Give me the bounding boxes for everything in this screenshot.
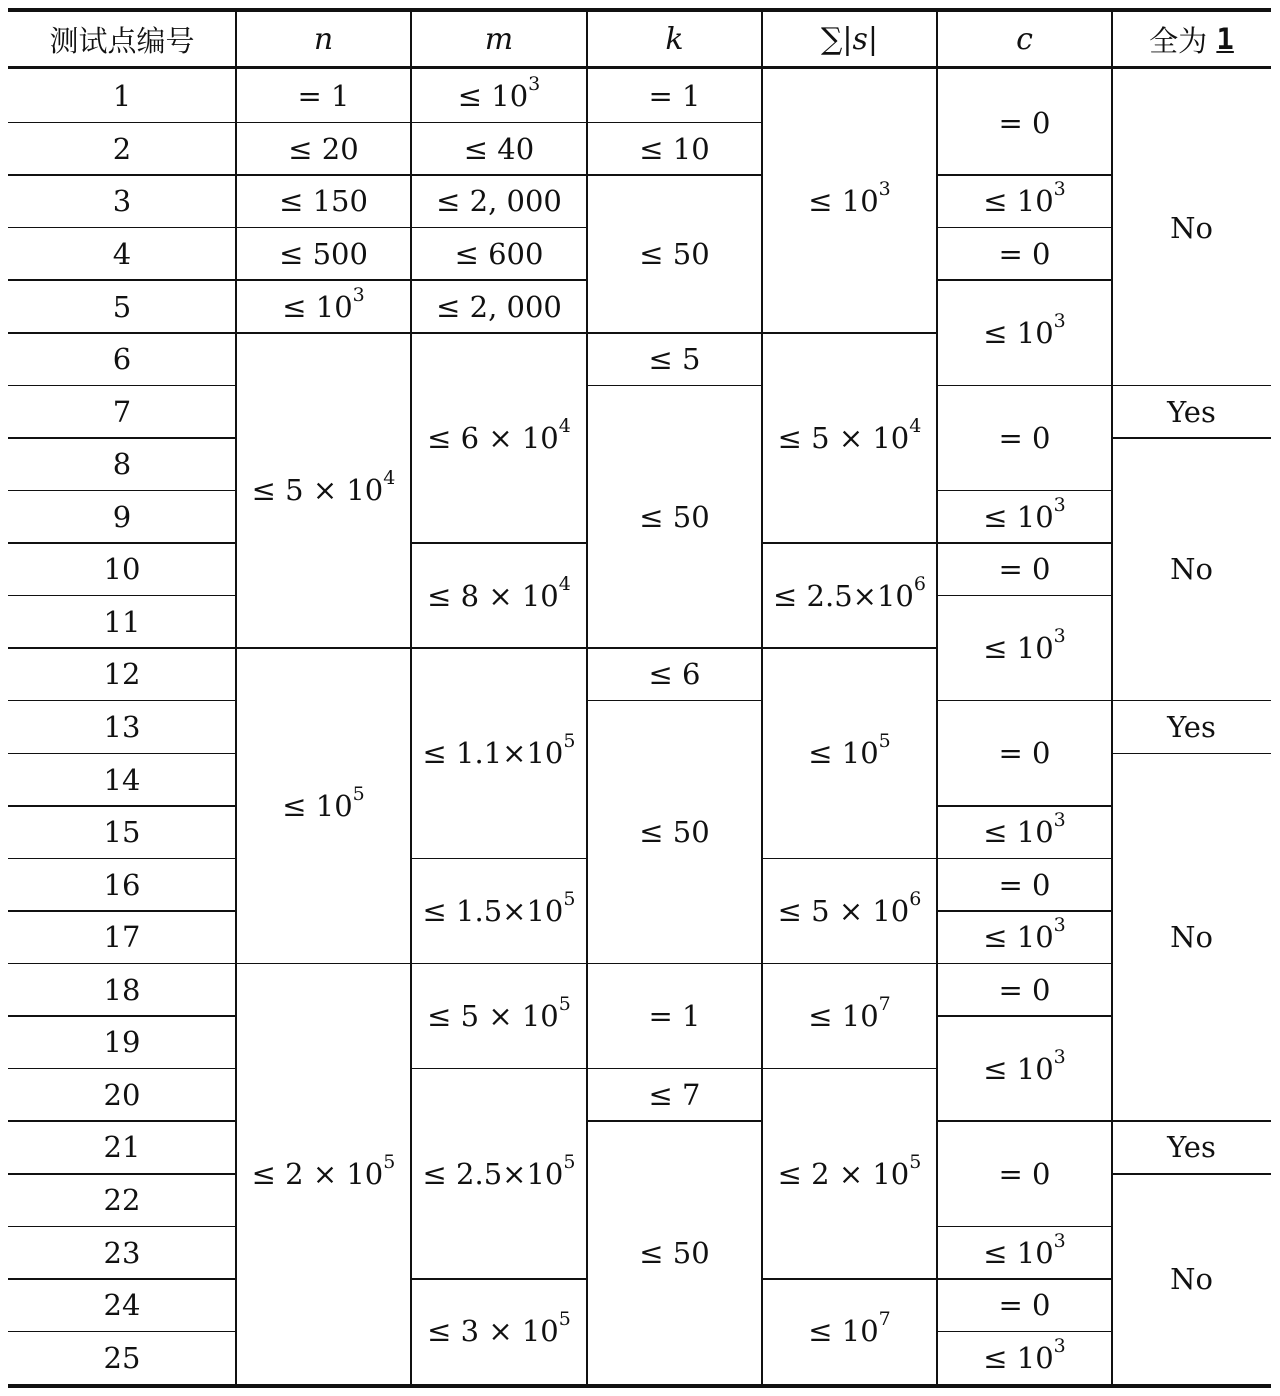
rule-line (937, 963, 1112, 965)
k-cell: ≤ 50 (639, 499, 710, 534)
header-test-id: 测试点编号 (49, 23, 195, 58)
header-one-symbol: 1 (1216, 22, 1234, 56)
test-id-cell: 16 (103, 867, 141, 902)
header-sum-s: ∑|s| (820, 21, 879, 57)
m-cell: ≤ 3 × 10 $^5$ (427, 1308, 571, 1349)
m-cell: ≤ 1.1×10 $^5$ (422, 730, 576, 771)
test-id-cell: 8 (112, 447, 132, 482)
all-one-cell: Yes (1167, 1130, 1216, 1165)
rule-line (587, 1120, 762, 1122)
rule-line (762, 332, 937, 334)
k-cell: = 1 (648, 999, 701, 1034)
test-id-cell: 3 (112, 184, 132, 219)
rule-line (236, 279, 411, 281)
rule-line (762, 542, 937, 544)
rule-line (8, 753, 236, 755)
rule-line (937, 1120, 1112, 1122)
test-id-cell: 25 (103, 1340, 141, 1375)
test-id-cell: 22 (103, 1183, 141, 1218)
test-id-cell: 19 (103, 1025, 141, 1060)
n-cell: ≤ 10 $^3$ (282, 283, 365, 324)
rule-line (8, 1226, 236, 1228)
test-id-cell: 24 (103, 1288, 141, 1323)
sum-s-cell: ≤ 5 × 10 $^6$ (777, 887, 922, 928)
rule-line (937, 1331, 1112, 1333)
rule-line (8, 1331, 236, 1333)
test-id-cell: 1 (112, 79, 132, 114)
rule-line (8, 647, 236, 649)
rule-line (8, 805, 236, 807)
rule-line (587, 122, 762, 124)
n-cell: = 1 (297, 79, 350, 114)
sum-s-cell: ≤ 5 × 10 $^4$ (777, 414, 922, 455)
rule-line (8, 227, 236, 229)
rule-line (937, 227, 1112, 229)
rule-line (411, 332, 587, 334)
m-cell: ≤ 600 (454, 236, 544, 271)
k-cell: ≤ 7 (648, 1077, 701, 1112)
n-cell: ≤ 150 (279, 184, 368, 219)
c-cell: = 0 (998, 105, 1051, 140)
rule-line (411, 1068, 587, 1070)
c-cell: ≤ 10 $^3$ (983, 493, 1066, 534)
rule-line (411, 122, 587, 124)
rule-line (1112, 437, 1271, 439)
rule-line (236, 647, 411, 649)
rule-line (8, 490, 236, 492)
rule-line (411, 858, 587, 860)
all-one-cell: No (1170, 920, 1213, 955)
test-id-cell: 9 (112, 499, 132, 534)
rule-line (587, 385, 762, 387)
rule-line (587, 1068, 762, 1070)
rule-line (8, 700, 236, 702)
k-cell: = 1 (648, 79, 701, 114)
rule-line (762, 858, 937, 860)
rule-line (8, 1173, 236, 1175)
c-cell: = 0 (998, 1156, 1051, 1191)
column-rule (235, 12, 237, 1384)
rule-line (411, 542, 587, 544)
rule-line (587, 174, 762, 176)
rule-line (411, 647, 587, 649)
rule-line (8, 437, 236, 439)
c-cell: ≤ 10 $^3$ (983, 1045, 1066, 1086)
all-one-cell: No (1170, 1261, 1213, 1296)
rule-line (236, 227, 411, 229)
rule-line (937, 805, 1112, 807)
rule-line (1112, 753, 1271, 755)
k-cell: ≤ 50 (639, 815, 710, 850)
c-cell: ≤ 10 $^3$ (983, 1229, 1066, 1270)
k-cell: ≤ 50 (639, 1235, 710, 1270)
rule-line (762, 1278, 937, 1280)
rule-line (937, 1015, 1112, 1017)
test-id-cell: 17 (103, 920, 141, 955)
all-one-cell: Yes (1167, 394, 1216, 429)
all-one-cell: No (1170, 552, 1213, 587)
test-id-cell: 7 (112, 394, 132, 429)
rule-line (8, 1120, 236, 1122)
rule-line (411, 174, 587, 176)
n-cell: ≤ 5 × 10 $^4$ (251, 467, 396, 508)
c-cell: = 0 (998, 552, 1051, 587)
c-cell: = 0 (998, 736, 1051, 771)
rule-line (1112, 385, 1271, 387)
n-cell: ≤ 10 $^5$ (282, 782, 365, 823)
test-id-cell: 23 (103, 1235, 141, 1270)
rule-line (937, 1278, 1112, 1280)
k-cell: ≤ 6 (648, 657, 701, 692)
rule-line (8, 122, 236, 124)
rule-line (762, 963, 937, 965)
rule-line (587, 700, 762, 702)
rule-line (937, 1226, 1112, 1228)
sum-s-cell: ≤ 2.5×10 $^6$ (773, 572, 926, 613)
column-rule (1111, 12, 1113, 1384)
column-rule (936, 12, 938, 1384)
m-cell: ≤ 2, 000 (436, 184, 562, 219)
test-id-cell: 20 (103, 1077, 141, 1112)
test-id-cell: 13 (103, 709, 141, 744)
test-id-cell: 5 (112, 289, 132, 324)
test-id-cell: 12 (103, 657, 141, 692)
rule-line (937, 700, 1112, 702)
rule-line (937, 542, 1112, 544)
m-cell: ≤ 2, 000 (436, 289, 562, 324)
rule-line (1112, 1173, 1271, 1175)
k-cell: ≤ 50 (639, 236, 710, 271)
k-cell: ≤ 10 (639, 131, 710, 166)
all-one-cell: Yes (1167, 709, 1216, 744)
n-cell: ≤ 2 × 10 $^5$ (251, 1150, 396, 1191)
header-all-one: 全为 1 (1149, 22, 1234, 58)
m-cell: ≤ 6 × 10 $^4$ (427, 414, 571, 455)
rule-line (8, 174, 236, 176)
sum-s-cell: ≤ 10 $^3$ (808, 178, 891, 219)
rule-line (8, 858, 236, 860)
column-rule (761, 12, 763, 1384)
test-id-cell: 2 (112, 131, 132, 166)
rule-line (236, 174, 411, 176)
rule-line (1112, 1120, 1271, 1122)
c-cell: ≤ 10 $^3$ (983, 1334, 1066, 1375)
sum-s-cell: ≤ 10 $^7$ (808, 1308, 891, 1349)
rule-line (937, 174, 1112, 176)
rule-line (937, 910, 1112, 912)
c-cell: ≤ 10 $^3$ (983, 625, 1066, 666)
test-id-cell: 11 (103, 604, 141, 639)
rule-line (8, 332, 236, 334)
m-cell: ≤ 1.5×10 $^5$ (422, 887, 576, 928)
rule-line (411, 279, 587, 281)
m-cell: ≤ 40 (463, 131, 535, 166)
header-c: c (1016, 21, 1033, 57)
c-cell: = 0 (998, 972, 1051, 1007)
c-cell: ≤ 10 $^3$ (983, 309, 1066, 350)
test-id-cell: 10 (103, 552, 141, 587)
column-rule (410, 12, 412, 1384)
k-cell: ≤ 5 (648, 342, 701, 377)
rule-line (762, 1068, 937, 1070)
rule-line (411, 227, 587, 229)
c-cell: ≤ 10 $^3$ (983, 809, 1066, 850)
rule-line (236, 122, 411, 124)
rule-line (762, 647, 937, 649)
sum-s-cell: ≤ 2 × 10 $^5$ (777, 1150, 922, 1191)
all-one-cell: No (1170, 210, 1213, 245)
c-cell: = 0 (998, 236, 1051, 271)
rule-line (8, 66, 1271, 69)
rule-line (937, 858, 1112, 860)
rule-line (8, 385, 236, 387)
header-m: m (484, 21, 514, 57)
sum-s-cell: ≤ 10 $^5$ (808, 730, 891, 771)
m-cell: ≤ 2.5×10 $^5$ (422, 1150, 576, 1191)
sum-s-cell: ≤ 10 $^7$ (808, 993, 891, 1034)
rule-line (1112, 700, 1271, 702)
c-cell: ≤ 10 $^3$ (983, 914, 1066, 955)
rule-line (8, 8, 1271, 12)
c-cell: = 0 (998, 867, 1051, 902)
header-n: n (313, 21, 334, 57)
rule-line (8, 1015, 236, 1017)
test-id-cell: 6 (112, 342, 132, 377)
rule-line (587, 963, 762, 965)
rule-line (937, 279, 1112, 281)
c-cell: = 0 (998, 1288, 1051, 1323)
header-k: k (665, 21, 684, 57)
rule-line (587, 332, 762, 334)
rule-line (8, 542, 236, 544)
test-id-cell: 14 (103, 762, 141, 797)
rule-line (8, 963, 236, 965)
test-id-cell: 18 (103, 972, 141, 1007)
rule-line (8, 1384, 1271, 1388)
rule-line (937, 385, 1112, 387)
m-cell: ≤ 5 × 10 $^5$ (427, 993, 571, 1034)
rule-line (8, 1278, 236, 1280)
rule-line (411, 1278, 587, 1280)
rule-line (8, 910, 236, 912)
rule-line (236, 963, 411, 965)
rule-line (8, 279, 236, 281)
n-cell: ≤ 20 (288, 131, 359, 166)
column-rule (586, 12, 588, 1384)
rule-line (8, 1068, 236, 1070)
m-cell: ≤ 8 × 10 $^4$ (427, 572, 571, 613)
rule-line (587, 647, 762, 649)
m-cell: ≤ 10 $^3$ (457, 73, 541, 114)
rule-line (937, 490, 1112, 492)
c-cell: ≤ 10 $^3$ (983, 178, 1066, 219)
test-id-cell: 21 (103, 1130, 141, 1165)
n-cell: ≤ 500 (279, 236, 368, 271)
rule-line (937, 595, 1112, 597)
c-cell: = 0 (998, 420, 1051, 455)
rule-line (411, 963, 587, 965)
test-id-cell: 15 (103, 815, 141, 850)
rule-line (236, 332, 411, 334)
rule-line (8, 595, 236, 597)
test-id-cell: 4 (112, 236, 132, 271)
